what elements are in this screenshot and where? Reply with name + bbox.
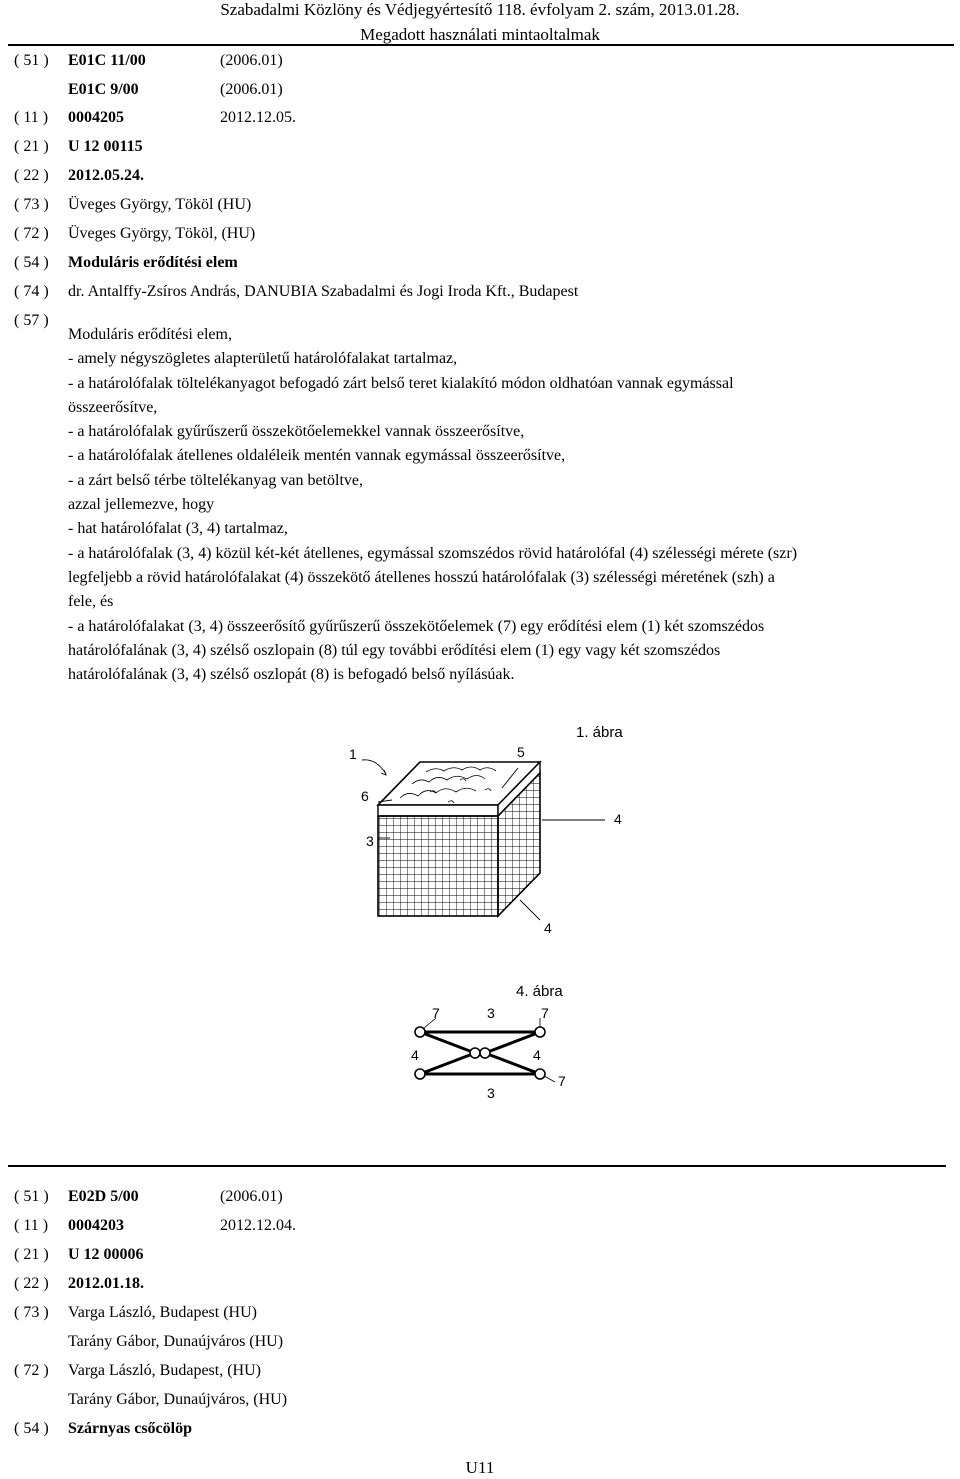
header-rule bbox=[8, 44, 954, 46]
ipc-date: (2006.01) bbox=[220, 52, 283, 69]
inid-73: ( 73 ) bbox=[14, 196, 49, 213]
figure-label: 5 bbox=[517, 744, 525, 760]
owner: Varga László, Budapest (HU) bbox=[68, 1304, 257, 1321]
figure-label: 3 bbox=[487, 1085, 495, 1101]
figure-label: 7 bbox=[432, 1005, 440, 1021]
journal-header: Szabadalmi Közlöny és Védjegyértesítő 118. évfolyam 2. szám, 2013.01.28. bbox=[220, 0, 740, 19]
abstract-line: Moduláris erődítési elem, bbox=[68, 326, 232, 343]
figure-label: 3 bbox=[487, 1005, 495, 1021]
inid-11: ( 11 ) bbox=[14, 109, 49, 126]
inid-73: ( 73 ) bbox=[14, 1304, 49, 1321]
section-title: Megadott használati mintaoltalmak bbox=[360, 25, 600, 44]
figure-label: 7 bbox=[541, 1005, 549, 1021]
inid-54: ( 54 ) bbox=[14, 254, 49, 271]
abstract-line: összeerősítve, bbox=[68, 398, 158, 416]
abstract-line: fele, és bbox=[68, 593, 114, 611]
ipc-class: E01C 9/00 bbox=[68, 81, 139, 98]
figure-label: 1 bbox=[349, 746, 357, 762]
inid-51: ( 51 ) bbox=[14, 52, 49, 69]
grant-date: 2012.12.04. bbox=[220, 1217, 296, 1234]
figure-label: 3 bbox=[366, 833, 374, 849]
invention-title: Szárnyas csőcölöp bbox=[68, 1420, 192, 1437]
inventor: Varga László, Budapest, (HU) bbox=[68, 1362, 261, 1379]
filing-date: 2012.05.24. bbox=[68, 167, 144, 184]
abstract-line: - a határolófalak gyűrűszerű összekötőelemekkel vannak összeerősítve, bbox=[68, 423, 525, 441]
abstract-line: - amely négyszögletes alapterületű határolófalakat tartalmaz, bbox=[68, 350, 458, 368]
inid-11: ( 11 ) bbox=[14, 1217, 49, 1234]
inid-72: ( 72 ) bbox=[14, 1362, 49, 1379]
figure-1-drawing bbox=[330, 720, 650, 950]
owner: Tarány Gábor, Dunaújváros (HU) bbox=[68, 1333, 284, 1350]
inid-51: ( 51 ) bbox=[14, 1188, 49, 1205]
inventor: Tarány Gábor, Dunaújváros, (HU) bbox=[68, 1391, 288, 1408]
agent: dr. Antalffy-Zsíros András, DANUBIA Szabadalmi és Jogi Iroda Kft., Budapest bbox=[68, 283, 579, 300]
inid-72: ( 72 ) bbox=[14, 225, 49, 242]
figure-1-caption: 1. ábra bbox=[576, 724, 623, 741]
figure-4-drawing bbox=[400, 1010, 580, 1090]
figure-label: 4 bbox=[533, 1047, 541, 1063]
grant-date: 2012.12.05. bbox=[220, 109, 296, 126]
abstract-line: határolófalának (3, 4) szélső oszlopát (8) is befogadó belső nyílásúak. bbox=[68, 666, 515, 684]
ipc-class: E02D 5/00 bbox=[68, 1188, 139, 1205]
inid-54: ( 54 ) bbox=[14, 1420, 49, 1437]
abstract-line: - a határolófalak (3, 4) közül két-két átellenes, egymással szomszédos rövid határolófal (4) szélességi mérete (szr) bbox=[68, 544, 798, 562]
abstract-line: azzal jellemezve, hogy bbox=[68, 496, 215, 514]
patent-number: 0004203 bbox=[68, 1217, 124, 1234]
figure-label: 6 bbox=[361, 788, 369, 804]
abstract-line: - a határolófalak töltelékanyagot befogadó zárt belső teret kialakító módon oldhatóan vannak egymással bbox=[68, 374, 734, 392]
inid-57: ( 57 ) bbox=[14, 312, 49, 329]
entry-separator bbox=[8, 1165, 946, 1167]
patent-number: 0004205 bbox=[68, 109, 124, 126]
abstract-line: határolófalának (3, 4) szélső oszlopain (8) túl egy további erődítési elem (1) egy vagy két szomszédos bbox=[68, 641, 721, 659]
page-number: U11 bbox=[465, 1458, 495, 1477]
inventor: Üveges György, Tököl, (HU) bbox=[68, 225, 256, 242]
figure-label: 4 bbox=[614, 811, 622, 827]
application-number: U 12 00006 bbox=[68, 1246, 144, 1263]
figure-4-caption: 4. ábra bbox=[516, 983, 563, 1000]
ipc-date: (2006.01) bbox=[220, 1188, 283, 1205]
abstract-line: - a zárt belső térbe töltelékanyag van betöltve, bbox=[68, 471, 363, 489]
inid-22: ( 22 ) bbox=[14, 167, 49, 184]
inid-74: ( 74 ) bbox=[14, 283, 49, 300]
ipc-class: E01C 11/00 bbox=[68, 52, 146, 69]
inid-21: ( 21 ) bbox=[14, 138, 49, 155]
invention-title: Moduláris erődítési elem bbox=[68, 254, 238, 271]
inid-21: ( 21 ) bbox=[14, 1246, 49, 1263]
owner: Üveges György, Tököl (HU) bbox=[68, 196, 252, 213]
figure-label: 4 bbox=[411, 1047, 419, 1063]
abstract-line: - hat határolófalat (3, 4) tartalmaz, bbox=[68, 520, 288, 538]
filing-date: 2012.01.18. bbox=[68, 1275, 144, 1292]
figure-label: 7 bbox=[558, 1073, 566, 1089]
inid-22: ( 22 ) bbox=[14, 1275, 49, 1292]
abstract-line: legfeljebb a rövid határolófalakat (4) összekötő átellenes hosszú határolófalak (3) szélességi méretének (szh) a bbox=[68, 568, 775, 586]
application-number: U 12 00115 bbox=[68, 138, 143, 155]
abstract bbox=[68, 323, 948, 687]
ipc-date: (2006.01) bbox=[220, 81, 283, 98]
abstract-line: - a határolófalakat (3, 4) összeerősítő gyűrűszerű összekötőelemek (7) egy erődítési elem (1) két szomszédos bbox=[68, 617, 765, 635]
figure-label: 4 bbox=[544, 920, 552, 936]
abstract-line: - a határolófalak átellenes oldaléleik mentén vannak egymással összeerősítve, bbox=[68, 447, 566, 465]
